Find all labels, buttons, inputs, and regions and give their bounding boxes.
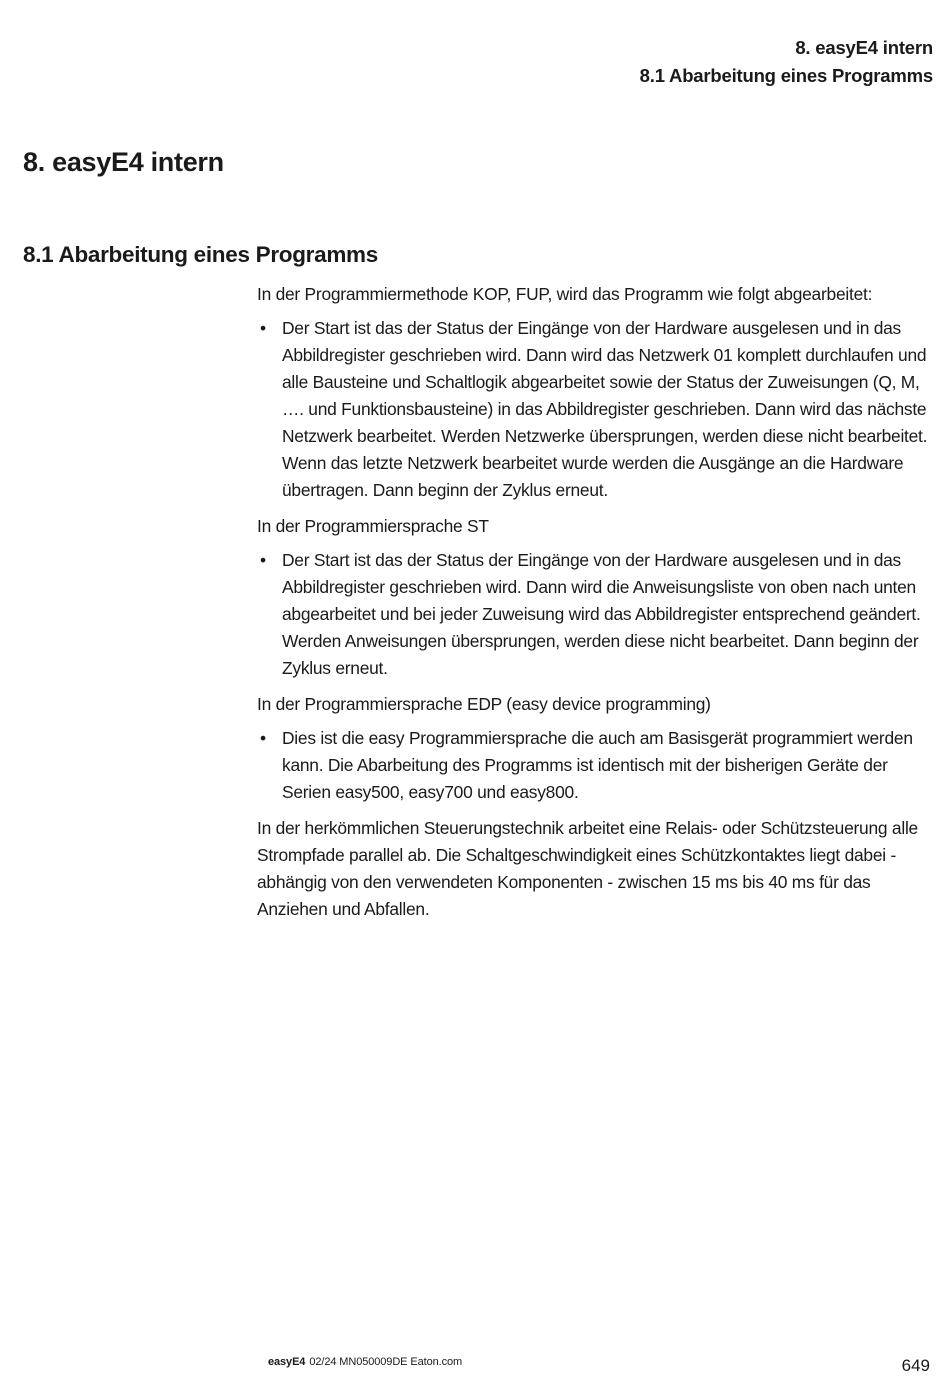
footer-brand: easyE4 <box>268 1356 306 1368</box>
list-item: • Dies ist die easy Programmiersprache die auch am Basisgerät programmiert werden kann. Die Abarbeitung des Programms ist identisch mit der bisherigen Geräte der Serien easy500, easy700 und easy800. <box>257 725 929 806</box>
page-number: 649 <box>901 1356 930 1375</box>
footer-info: 02/24 MN050009DE Eaton.com <box>309 1356 463 1368</box>
page-footer <box>268 1356 462 1368</box>
intro-kop-fup: In der Programmiermethode KOP, FUP, wird das Programm wie folgt abgearbeitet: <box>257 284 873 304</box>
bullet-list-edp <box>257 725 929 806</box>
bullet-list-st <box>257 547 929 682</box>
conventional-paragraph: In der herkömmlichen Steuerungstechnik arbeitet eine Relais- oder Schützsteuerung alle Strompfade parallel ab. Die Schaltgeschwindigkeit eines Schützkontaktes liegt dabei - abhängig von den verwendeten Komponenten - zwischen 15 ms bis 40 ms für das Anziehen und Abfallen. <box>257 818 918 919</box>
section-title: 8.1 Abarbeitung eines Programms <box>23 242 378 267</box>
section-body <box>257 281 929 930</box>
list-item: • Der Start ist das der Status der Eingänge von der Hardware ausgelesen und in das Abbildregister geschrieben wird. Dann wird das Netzwerk 01 komplett durchlaufen und alle Bausteine und Schaltlogik abgearbeitet sowie der Status der Zuweisungen (Q, M, …. und Funktionsbausteine) in das Abbildregister geschrieben. Dann wird das nächste Netzwerk bearbeitet. Werden Netzwerke übersprungen, werden diese nicht bearbeitet. Wenn das letzte Netzwerk bearbeitet wurde werden die Ausgänge an die Hardware übertragen. Dann beginn der Zyklus erneut. <box>257 315 929 504</box>
chapter-title: 8. easyE4 intern <box>23 147 224 177</box>
intro-st: In der Programmiersprache ST <box>257 516 489 536</box>
bullet-list-kop-fup <box>257 315 929 504</box>
running-header-section: 8.1 Abarbeitung eines Programms <box>639 65 933 86</box>
running-header-chapter: 8. easyE4 intern <box>795 37 933 58</box>
running-header <box>640 34 933 90</box>
list-item: • Der Start ist das der Status der Eingänge von der Hardware ausgelesen und in das Abbildregister geschrieben wird. Dann wird die Anweisungsliste von oben nach unten abgearbeitet und bei jeder Zuweisung wird das Abbildregister entsprechend geändert. Werden Anweisungen übersprungen, werden diese nicht bearbeitet. Dann beginn der Zyklus erneut. <box>257 547 929 682</box>
intro-edp: In der Programmiersprache EDP (easy device programming) <box>257 694 711 714</box>
